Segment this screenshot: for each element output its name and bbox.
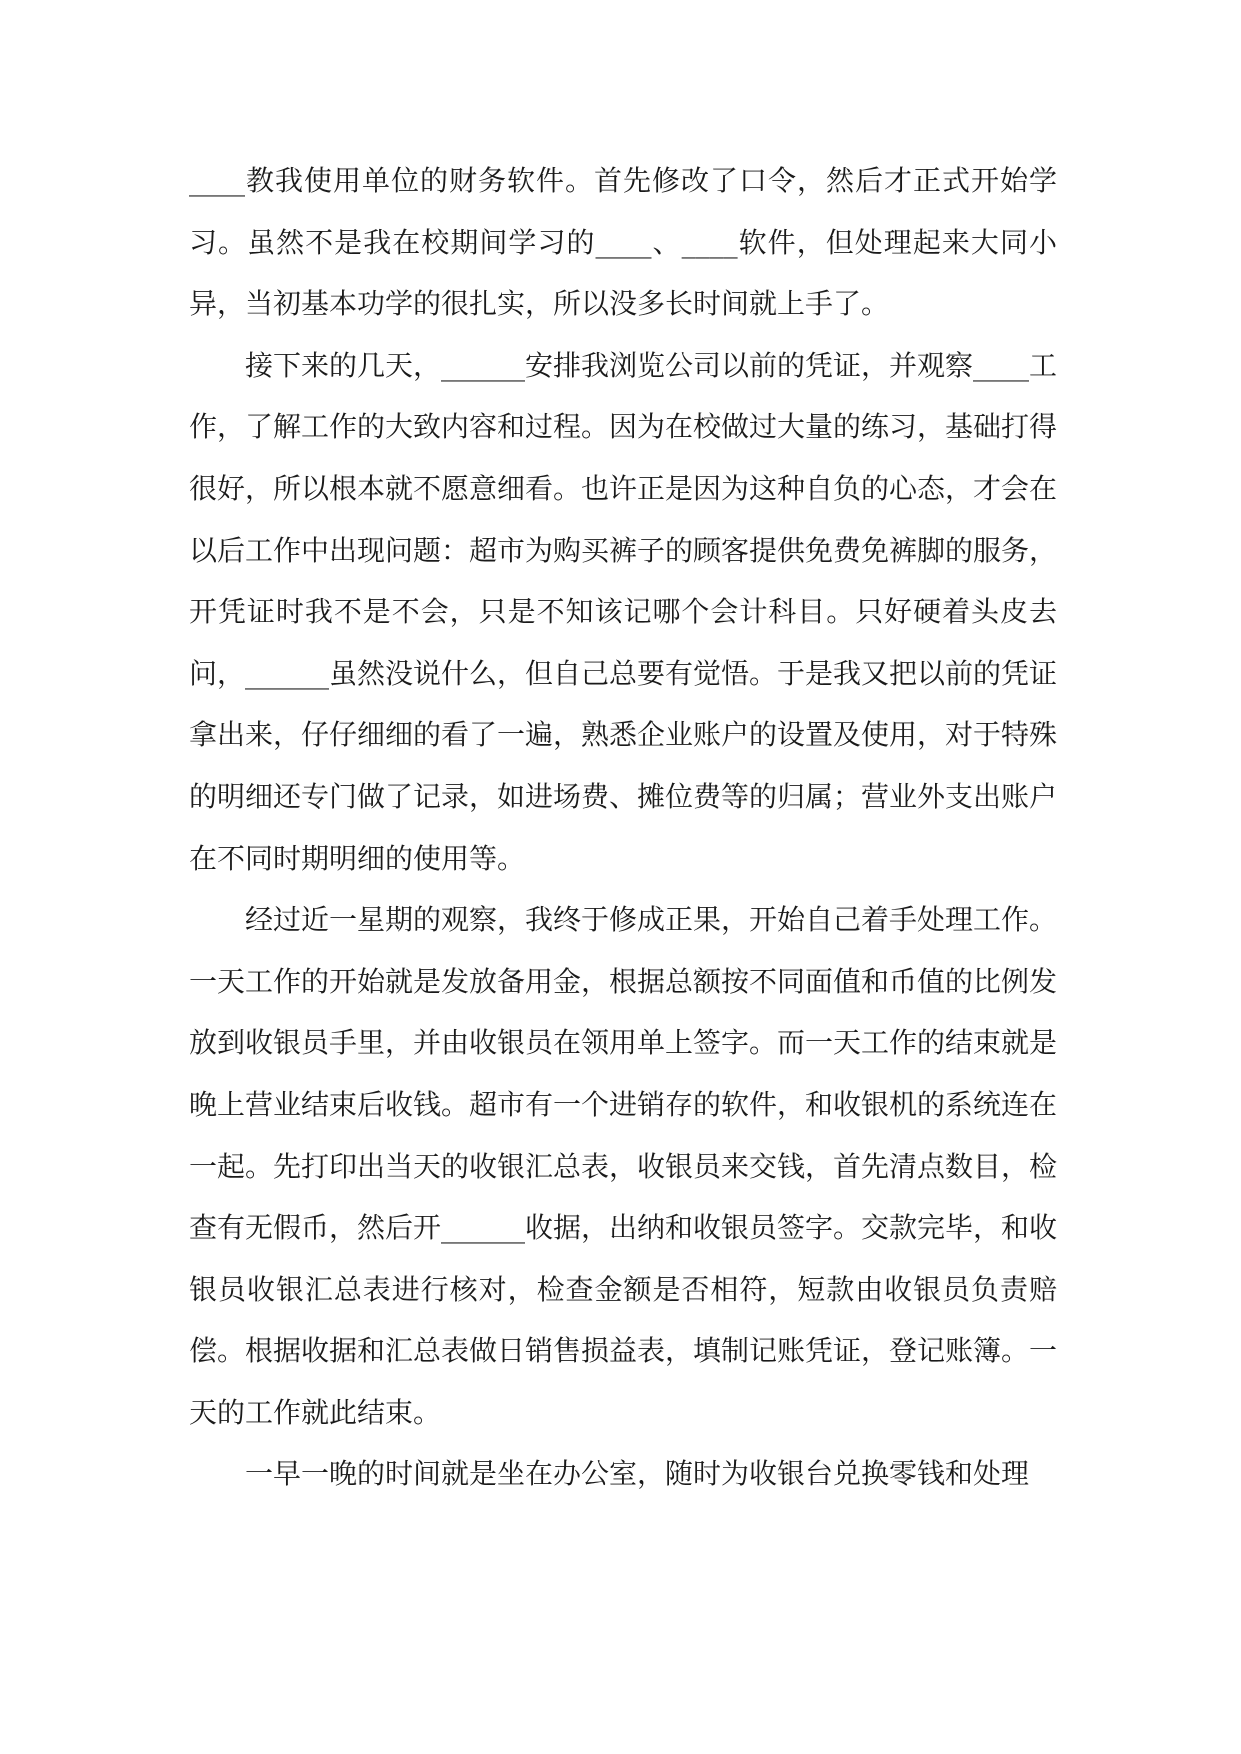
paragraph-2: 接下来的几天，______安排我浏览公司以前的凭证，并观察____工作，了解工作的大致内容和过程。因为在校做过大量的练习，基础打得很好，所以根本就不愿意细看。也许正是因为这种自负的心态，才会在以后工作中出现问题：超市为购买裤子的顾客提供免费免裤脚的服务，开凭证时我不是不会，只是不知该记哪个会计科目。只好硬着头皮去问，______虽然没说什么，但自己总要有觉悟。于是我又把以前的凭证拿出来，仔仔细细的看了一遍，熟悉企业账户的设置及使用，对于特殊的明细还专门做了记录，如进场费、摊位费等的归属；营业外支出账户在不同时期明细的使用等。 xyxy=(189,348,1058,875)
paragraph-1: ____教我使用单位的财务软件。首先修改了口令，然后才正式开始学习。虽然不是我在校期间学习的____、____软件，但处理起来大同小异，当初基本功学的很扎实，所以没多长时间就上手了。 xyxy=(189,164,1057,321)
paragraph-4: 一早一晚的时间就是坐在办公室，随时为收银台兑换零钱和处理 xyxy=(245,1457,1030,1491)
document-body xyxy=(189,150,1057,1505)
paragraph-3: 经过近一星期的观察，我终于修成正果，开始自己着手处理工作。一天工作的开始就是发放备用金，根据总额按不同面值和币值的比例发放到收银员手里，并由收银员在领用单上签字。而一天工作的结束就是晚上营业结束后收钱。超市有一个进销存的软件，和收银机的系统连在一起。先打印出当天的收银汇总表，收银员来交钱，首先清点数目，检查有无假币，然后开______收据，出纳和收银员签字。交款完毕，和收银员收银汇总表进行核对，检查金额是否相符，短款由收银员负责赔偿。根据收据和汇总表做日销售损益表，填制记账凭证，登记账簿。一天的工作就此结束。 xyxy=(189,903,1058,1429)
